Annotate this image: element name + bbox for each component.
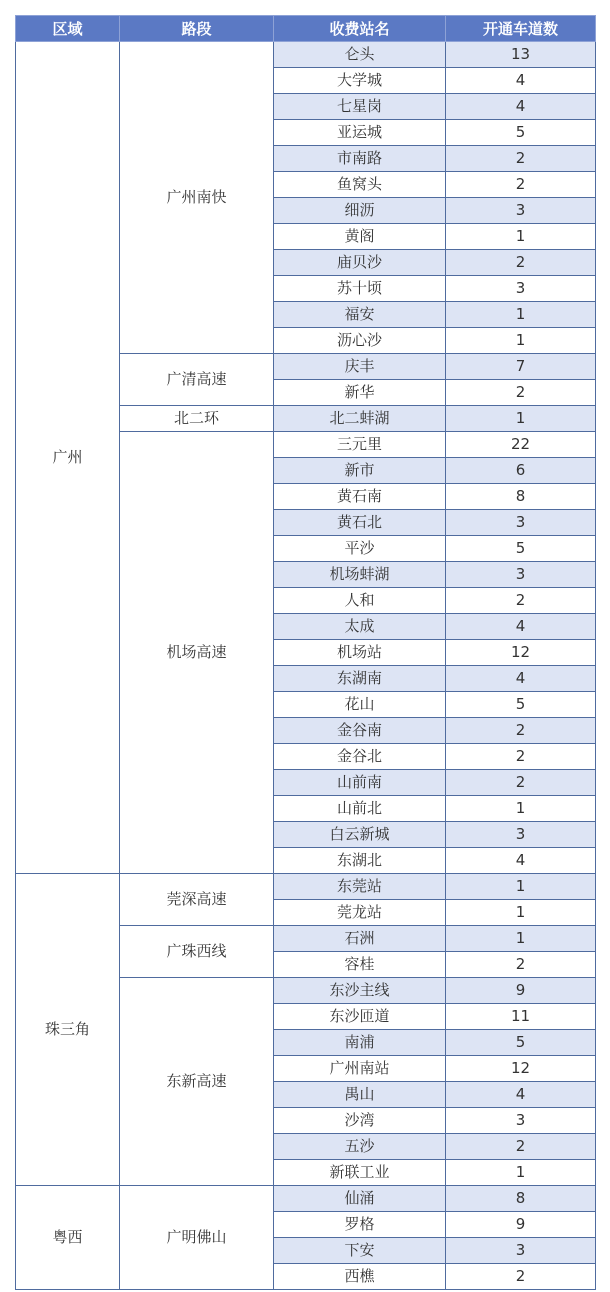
lane-count-cell: 1 <box>446 302 596 328</box>
station-name-cell: 石洲 <box>274 926 446 952</box>
station-name-cell: 大学城 <box>274 68 446 94</box>
lane-count-cell: 3 <box>446 276 596 302</box>
lane-count-cell: 4 <box>446 848 596 874</box>
route-cell: 广清高速 <box>120 354 274 406</box>
lane-count-cell: 2 <box>446 1264 596 1290</box>
station-name-cell: 平沙 <box>274 536 446 562</box>
station-name-cell: 下安 <box>274 1238 446 1264</box>
lane-count-cell: 4 <box>446 666 596 692</box>
route-cell: 北二环 <box>120 406 274 432</box>
station-name-cell: 广州南站 <box>274 1056 446 1082</box>
table-body <box>16 42 596 1290</box>
lane-count-cell: 6 <box>446 458 596 484</box>
station-name-cell: 市南路 <box>274 146 446 172</box>
station-name-cell: 新联工业 <box>274 1160 446 1186</box>
station-name-cell: 罗格 <box>274 1212 446 1238</box>
station-name-cell: 南浦 <box>274 1030 446 1056</box>
station-name-cell: 花山 <box>274 692 446 718</box>
lane-count-cell: 8 <box>446 484 596 510</box>
lane-count-cell: 7 <box>446 354 596 380</box>
lane-count-cell: 3 <box>446 1238 596 1264</box>
lane-count-cell: 1 <box>446 224 596 250</box>
lane-count-cell: 1 <box>446 926 596 952</box>
station-name-cell: 山前北 <box>274 796 446 822</box>
station-name-cell: 东沙主线 <box>274 978 446 1004</box>
lane-count-cell: 2 <box>446 172 596 198</box>
station-name-cell: 东湖南 <box>274 666 446 692</box>
station-name-cell: 机场蚌湖 <box>274 562 446 588</box>
lane-count-cell: 8 <box>446 1186 596 1212</box>
station-name-cell: 庆丰 <box>274 354 446 380</box>
lane-count-cell: 3 <box>446 822 596 848</box>
lane-count-cell: 1 <box>446 406 596 432</box>
station-name-cell: 鱼窝头 <box>274 172 446 198</box>
lane-count-cell: 11 <box>446 1004 596 1030</box>
lane-count-cell: 4 <box>446 94 596 120</box>
station-name-cell: 容桂 <box>274 952 446 978</box>
station-name-cell: 三元里 <box>274 432 446 458</box>
lane-count-cell: 1 <box>446 796 596 822</box>
header-lane-count: 开通车道数 <box>446 16 596 42</box>
route-cell: 莞深高速 <box>120 874 274 926</box>
station-name-cell: 金谷南 <box>274 718 446 744</box>
lane-count-cell: 22 <box>446 432 596 458</box>
station-name-cell: 机场站 <box>274 640 446 666</box>
lane-count-cell: 5 <box>446 1030 596 1056</box>
station-name-cell: 黄阁 <box>274 224 446 250</box>
lane-count-cell: 3 <box>446 510 596 536</box>
lane-count-cell: 4 <box>446 1082 596 1108</box>
lane-count-cell: 2 <box>446 380 596 406</box>
toll-station-table <box>15 15 596 1290</box>
station-name-cell: 莞龙站 <box>274 900 446 926</box>
station-name-cell: 禺山 <box>274 1082 446 1108</box>
route-cell: 广珠西线 <box>120 926 274 978</box>
table-row <box>16 1186 596 1212</box>
header-region: 区域 <box>16 16 120 42</box>
station-name-cell: 金谷北 <box>274 744 446 770</box>
region-cell: 珠三角 <box>16 874 120 1186</box>
route-cell: 广明佛山 <box>120 1186 274 1290</box>
lane-count-cell: 1 <box>446 874 596 900</box>
lane-count-cell: 3 <box>446 562 596 588</box>
region-cell: 粤西 <box>16 1186 120 1290</box>
station-name-cell: 五沙 <box>274 1134 446 1160</box>
lane-count-cell: 13 <box>446 42 596 68</box>
station-name-cell: 沙湾 <box>274 1108 446 1134</box>
table-row <box>16 42 596 68</box>
lane-count-cell: 9 <box>446 1212 596 1238</box>
lane-count-cell: 2 <box>446 744 596 770</box>
station-name-cell: 沥心沙 <box>274 328 446 354</box>
station-name-cell: 山前南 <box>274 770 446 796</box>
station-name-cell: 新华 <box>274 380 446 406</box>
station-name-cell: 新市 <box>274 458 446 484</box>
header-row <box>16 16 596 42</box>
lane-count-cell: 3 <box>446 1108 596 1134</box>
station-name-cell: 太成 <box>274 614 446 640</box>
lane-count-cell: 2 <box>446 588 596 614</box>
lane-count-cell: 4 <box>446 614 596 640</box>
lane-count-cell: 2 <box>446 1134 596 1160</box>
route-cell: 广州南快 <box>120 42 274 354</box>
lane-count-cell: 2 <box>446 250 596 276</box>
station-name-cell: 仑头 <box>274 42 446 68</box>
lane-count-cell: 2 <box>446 770 596 796</box>
route-cell: 东新高速 <box>120 978 274 1186</box>
region-cell: 广州 <box>16 42 120 874</box>
lane-count-cell: 5 <box>446 536 596 562</box>
station-name-cell: 福安 <box>274 302 446 328</box>
station-name-cell: 东湖北 <box>274 848 446 874</box>
station-name-cell: 北二蚌湖 <box>274 406 446 432</box>
station-name-cell: 庙贝沙 <box>274 250 446 276</box>
station-name-cell: 仙涌 <box>274 1186 446 1212</box>
station-name-cell: 东莞站 <box>274 874 446 900</box>
lane-count-cell: 5 <box>446 120 596 146</box>
station-name-cell: 人和 <box>274 588 446 614</box>
lane-count-cell: 2 <box>446 146 596 172</box>
station-name-cell: 西樵 <box>274 1264 446 1290</box>
header-route: 路段 <box>120 16 274 42</box>
lane-count-cell: 3 <box>446 198 596 224</box>
table-header <box>16 16 596 42</box>
lane-count-cell: 1 <box>446 1160 596 1186</box>
lane-count-cell: 1 <box>446 900 596 926</box>
station-name-cell: 七星岗 <box>274 94 446 120</box>
lane-count-cell: 9 <box>446 978 596 1004</box>
station-name-cell: 细沥 <box>274 198 446 224</box>
table-row <box>16 874 596 900</box>
route-cell: 机场高速 <box>120 432 274 874</box>
station-name-cell: 黄石北 <box>274 510 446 536</box>
station-name-cell: 白云新城 <box>274 822 446 848</box>
station-name-cell: 苏十顷 <box>274 276 446 302</box>
lane-count-cell: 4 <box>446 68 596 94</box>
station-name-cell: 黄石南 <box>274 484 446 510</box>
lane-count-cell: 2 <box>446 952 596 978</box>
header-station-name: 收费站名 <box>274 16 446 42</box>
lane-count-cell: 1 <box>446 328 596 354</box>
station-name-cell: 亚运城 <box>274 120 446 146</box>
lane-count-cell: 5 <box>446 692 596 718</box>
lane-count-cell: 2 <box>446 718 596 744</box>
station-name-cell: 东沙匝道 <box>274 1004 446 1030</box>
lane-count-cell: 12 <box>446 1056 596 1082</box>
lane-count-cell: 12 <box>446 640 596 666</box>
